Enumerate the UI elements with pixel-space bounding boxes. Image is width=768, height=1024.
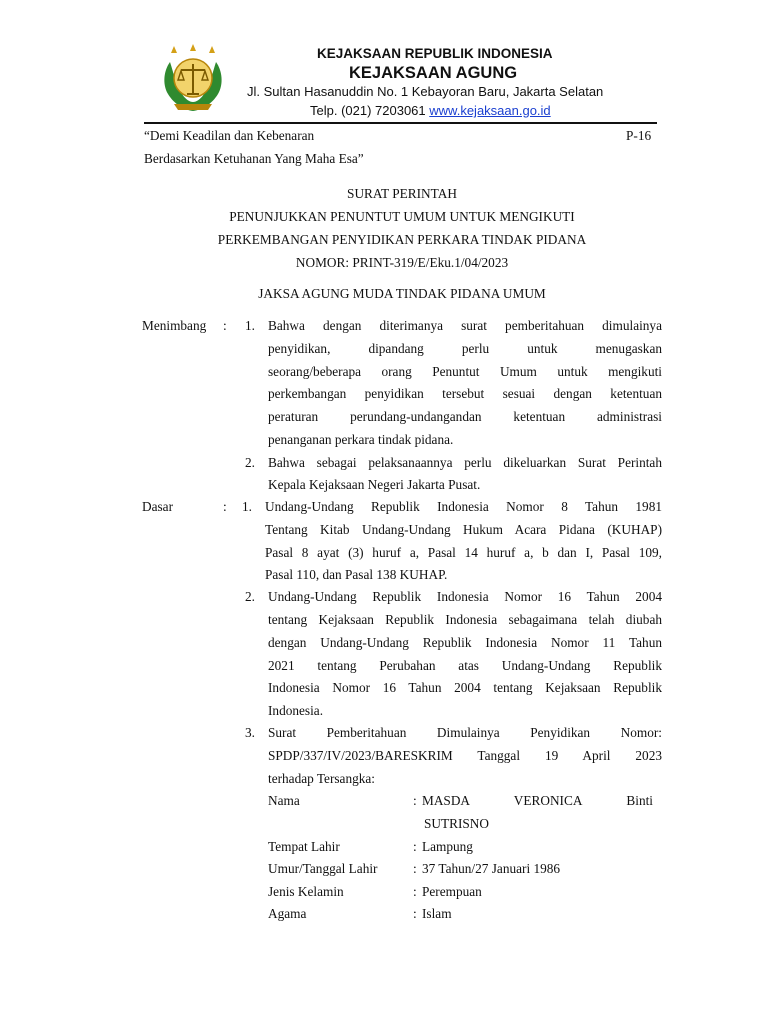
- kejaksaan-emblem-icon: [154, 40, 232, 118]
- motto-line-2: Berdasarkan Ketuhanan Yang Maha Esa”: [144, 151, 364, 166]
- phone-number: Telp. (021) 7203061: [310, 103, 430, 118]
- field-label-umur: Umur/Tanggal Lahir: [268, 861, 378, 876]
- text-line: SPDP/337/IV/2023/BARESKRIM Tanggal 19 April 2023: [268, 748, 662, 763]
- document-subtitle-2: PERKEMBANGAN PENYIDIKAN PERKARA TINDAK PIDANA: [217, 232, 587, 247]
- field-colon: :: [413, 793, 417, 808]
- section-label-dasar: Dasar: [142, 499, 174, 514]
- text-line: penyidikan, dipandang perlu untuk menugaskan: [268, 341, 662, 356]
- list-number: 3.: [245, 725, 255, 740]
- field-colon: :: [413, 906, 417, 921]
- text-line: Kepala Kejaksaan Negeri Jakarta Pusat.: [268, 477, 481, 492]
- list-number: 2.: [245, 455, 255, 470]
- text-line: peraturan perundang-undangandan ketentuan administrasi: [268, 409, 662, 424]
- list-number: 2.: [245, 589, 255, 604]
- institution-name: KEJAKSAAN REPUBLIK INDONESIA: [317, 46, 553, 61]
- form-code: P-16: [626, 128, 652, 143]
- text-line: Pasal 8 ayat (3) huruf a, Pasal 14 huruf a, b dan I, Pasal 109,: [265, 545, 662, 560]
- text-line: Undang-Undang Republik Indonesia Nomor 16 Tahun 2004: [268, 589, 662, 604]
- field-value-nama: MASDA VERONICA Binti: [422, 793, 653, 808]
- field-colon: :: [413, 861, 417, 876]
- institution-address: Jl. Sultan Hasanuddin No. 1 Kebayoran Baru, Jakarta Selatan: [247, 84, 604, 99]
- field-label-nama: Nama: [268, 793, 300, 808]
- text-line: seorang/beberapa orang Penuntut Umum untuk mengikuti: [268, 364, 662, 379]
- text-line: Pasal 110, dan Pasal 138 KUHAP.: [265, 567, 448, 582]
- text-line: dengan Undang-Undang Republik Indonesia Nomor 11 Tahun: [268, 635, 662, 650]
- section-colon: :: [223, 499, 227, 514]
- field-colon: :: [413, 839, 417, 854]
- institution-contact: [310, 103, 551, 118]
- document-title: SURAT PERINTAH: [347, 186, 457, 201]
- field-colon: :: [413, 884, 417, 899]
- text-line: tentang Kejaksaan Republik Indonesia sebagaimana telah diubah: [268, 612, 662, 627]
- field-value-tempat-lahir: Lampung: [422, 839, 473, 854]
- text-line: Bahwa sebagai pelaksanaannya perlu dikeluarkan Surat Perintah: [268, 455, 662, 470]
- letterhead-divider: [144, 122, 657, 124]
- text-line: Surat Pemberitahuan Dimulainya Penyidikan Nomor:: [268, 725, 662, 740]
- list-number: 1.: [245, 318, 255, 333]
- text-line: penanganan perkara tindak pidana.: [268, 432, 454, 447]
- list-number: 1.: [242, 499, 252, 514]
- text-line: Tentang Kitab Undang-Undang Hukum Acara Pidana (KUHAP): [265, 522, 662, 537]
- field-label-tempat-lahir: Tempat Lahir: [268, 839, 340, 854]
- text-line: Bahwa dengan diterimanya surat pemberitahuan dimulainya: [268, 318, 662, 333]
- issuer-title: JAKSA AGUNG MUDA TINDAK PIDANA UMUM: [258, 286, 546, 301]
- document-number: NOMOR: PRINT-319/E/Eku.1/04/2023: [295, 255, 509, 270]
- text-line: perkembangan penyidikan tersebut sesuai dengan ketentuan: [268, 386, 662, 401]
- field-value-nama-cont: SUTRISNO: [424, 816, 490, 831]
- text-line: 2021 tentang Perubahan atas Undang-Undang Republik: [268, 658, 662, 673]
- motto-line-1: “Demi Keadilan dan Kebenaran: [144, 128, 315, 143]
- document-subtitle-1: PENUNJUKKAN PENUNTUT UMUM UNTUK MENGIKUTI: [229, 209, 575, 224]
- section-label-menimbang: Menimbang: [142, 318, 207, 333]
- institution-subname: KEJAKSAAN AGUNG: [349, 64, 518, 82]
- section-colon: :: [223, 318, 227, 333]
- field-value-umur: 37 Tahun/27 Januari 1986: [422, 861, 561, 876]
- website-link[interactable]: www.kejaksaan.go.id: [429, 103, 551, 118]
- field-value-agama: Islam: [422, 906, 452, 921]
- field-label-agama: Agama: [268, 906, 307, 921]
- text-line: Indonesia.: [268, 703, 324, 718]
- text-line: Undang-Undang Republik Indonesia Nomor 8 Tahun 1981: [265, 499, 662, 514]
- text-line: Indonesia Nomor 16 Tahun 2004 tentang Kejaksaan Republik: [268, 680, 662, 695]
- field-value-jenis-kelamin: Perempuan: [422, 884, 482, 899]
- field-label-jenis-kelamin: Jenis Kelamin: [268, 884, 344, 899]
- text-line: terhadap Tersangka:: [268, 771, 375, 786]
